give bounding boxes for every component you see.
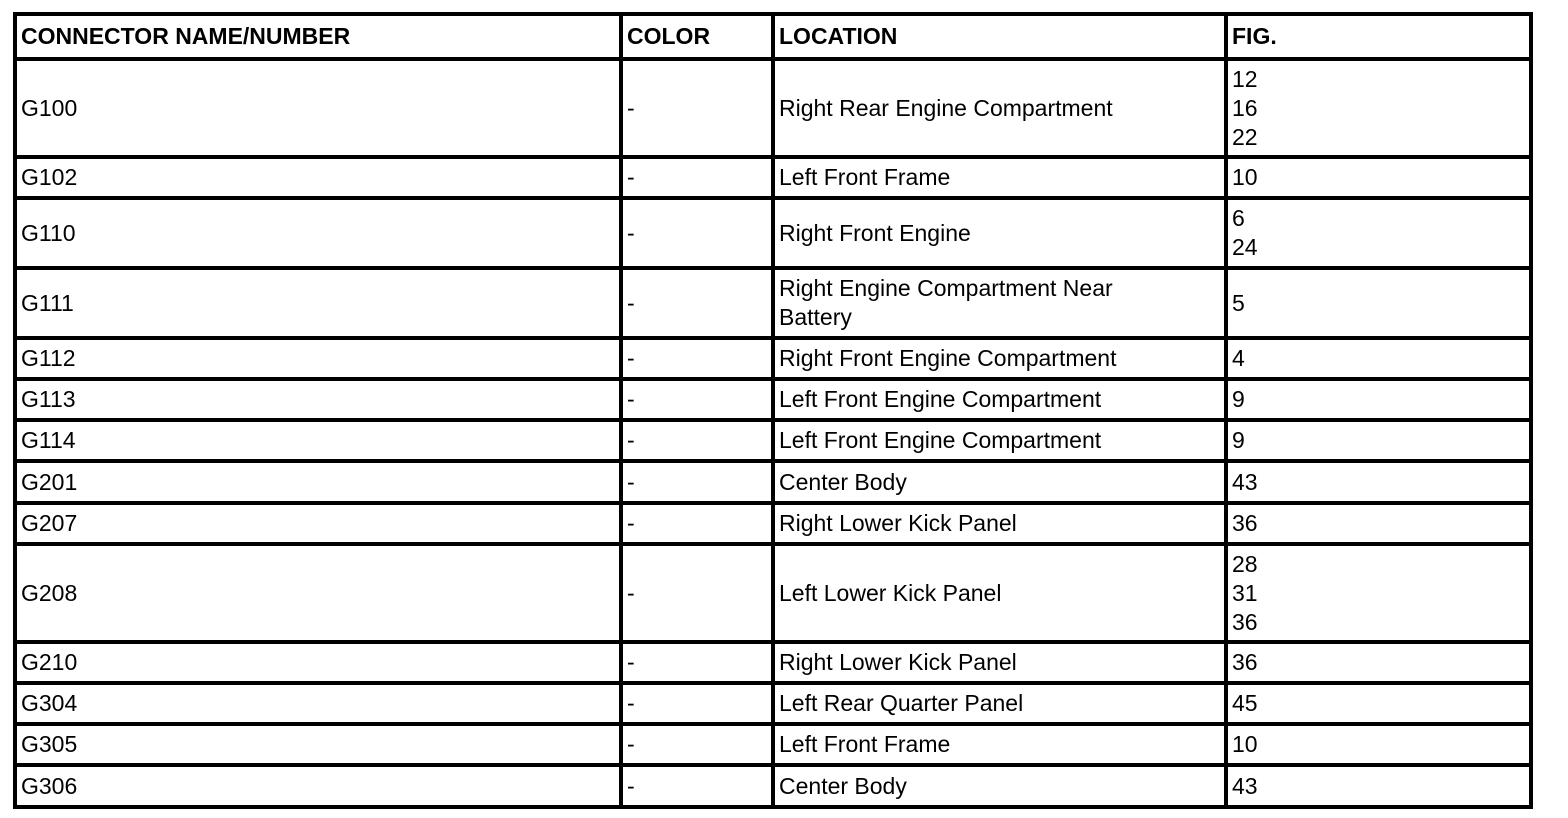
fig-cell: [1226, 198, 1531, 268]
fig-number: 5: [1232, 289, 1245, 316]
fig-number: 45: [1232, 690, 1258, 716]
table-header: [15, 14, 1531, 59]
fig-number: 10: [1232, 164, 1258, 190]
location-text: Right Front Engine: [779, 219, 971, 246]
header-connector-name: CONNECTOR NAME/NUMBER: [15, 14, 621, 59]
fig-number: 36: [1232, 649, 1258, 675]
location-text: Right Lower Kick Panel: [779, 649, 1017, 675]
location-cell: [773, 461, 1226, 503]
location-text: Left Front Engine Compartment: [779, 386, 1102, 412]
table-row: [15, 268, 1531, 338]
connector-table: [13, 12, 1533, 809]
location-cell: [773, 544, 1226, 642]
table-row: [15, 198, 1531, 268]
color-cell: -: [621, 268, 773, 338]
location-text: Left Front Engine Compartment: [779, 427, 1102, 453]
fig-cell: [1226, 503, 1531, 544]
table-row: [15, 420, 1531, 461]
color-cell: -: [621, 59, 773, 157]
fig-cell: [1226, 379, 1531, 420]
location-text: Left Front Frame: [779, 731, 951, 757]
color-cell: -: [621, 503, 773, 544]
fig-cell: [1226, 683, 1531, 724]
color-cell: -: [621, 724, 773, 765]
fig-number: 22: [1232, 123, 1258, 150]
location-cell: [773, 683, 1226, 724]
table-row: [15, 338, 1531, 379]
connector-name-cell: G207: [15, 503, 621, 544]
color-cell: -: [621, 544, 773, 642]
location-cell: [773, 420, 1226, 461]
connector-name-cell: G304: [15, 683, 621, 724]
location-text: Right Rear Engine Compartment: [779, 94, 1113, 121]
table-row: [15, 503, 1531, 544]
connector-name-cell: G114: [15, 420, 621, 461]
location-text: Right Lower Kick Panel: [779, 510, 1017, 536]
fig-number: 10: [1232, 731, 1258, 757]
fig-cell: [1226, 544, 1531, 642]
table-row: [15, 642, 1531, 683]
location-cell: [773, 59, 1226, 157]
location-text: Center Body: [779, 772, 907, 799]
connector-name-cell: G305: [15, 724, 621, 765]
fig-cell: [1226, 461, 1531, 503]
fig-number: 28: [1232, 550, 1258, 577]
table-row: [15, 765, 1531, 807]
color-cell: -: [621, 157, 773, 198]
fig-number: 31: [1232, 579, 1258, 606]
color-cell: -: [621, 338, 773, 379]
fig-cell: [1226, 765, 1531, 807]
color-cell: -: [621, 765, 773, 807]
fig-cell: [1226, 59, 1531, 157]
table-row: [15, 157, 1531, 198]
fig-number: 43: [1232, 772, 1258, 799]
connector-name-cell: G113: [15, 379, 621, 420]
fig-number: 16: [1232, 94, 1258, 121]
header-row: [15, 14, 1531, 59]
connector-name-cell: G210: [15, 642, 621, 683]
table-row: [15, 379, 1531, 420]
connector-name-cell: G102: [15, 157, 621, 198]
location-cell: [773, 503, 1226, 544]
location-cell: [773, 642, 1226, 683]
location-cell: [773, 379, 1226, 420]
header-location: LOCATION: [773, 14, 1226, 59]
fig-number: 24: [1232, 234, 1258, 260]
connector-name-cell: G100: [15, 59, 621, 157]
color-cell: -: [621, 461, 773, 503]
fig-cell: [1226, 724, 1531, 765]
table-row: [15, 724, 1531, 765]
table-row: [15, 544, 1531, 642]
connector-name-cell: G208: [15, 544, 621, 642]
location-text: Right Front Engine Compartment: [779, 345, 1117, 371]
connector-name-cell: G201: [15, 461, 621, 503]
location-cell: [773, 157, 1226, 198]
location-text: Left Rear Quarter Panel: [779, 690, 1024, 716]
location-cell: [773, 765, 1226, 807]
connector-name-cell: G306: [15, 765, 621, 807]
fig-cell: [1226, 157, 1531, 198]
location-cell: [773, 724, 1226, 765]
location-text: Left Front Frame: [779, 164, 951, 190]
connector-name-cell: G110: [15, 198, 621, 268]
location-cell: [773, 198, 1226, 268]
location-cell: [773, 338, 1226, 379]
color-cell: -: [621, 683, 773, 724]
fig-number: 4: [1232, 345, 1245, 371]
header-color: COLOR: [621, 14, 773, 59]
fig-cell: [1226, 642, 1531, 683]
header-fig: FIG.: [1226, 14, 1531, 59]
table-row: [15, 461, 1531, 503]
fig-number: 9: [1232, 427, 1245, 453]
color-cell: -: [621, 420, 773, 461]
color-cell: -: [621, 379, 773, 420]
fig-number: 43: [1232, 468, 1258, 495]
fig-number: 9: [1232, 386, 1245, 412]
location-text: Right Engine Compartment Near Battery: [779, 275, 1113, 330]
location-text: Left Lower Kick Panel: [779, 579, 1002, 606]
fig-cell: [1226, 420, 1531, 461]
color-cell: -: [621, 198, 773, 268]
fig-number: 6: [1232, 205, 1245, 231]
color-cell: -: [621, 642, 773, 683]
location-text: Center Body: [779, 468, 907, 495]
table-row: [15, 59, 1531, 157]
fig-cell: [1226, 268, 1531, 338]
location-cell: [773, 268, 1226, 338]
fig-number: 36: [1232, 608, 1258, 635]
fig-cell: [1226, 338, 1531, 379]
fig-number: 36: [1232, 510, 1258, 536]
table-body: [15, 59, 1531, 807]
table-row: [15, 683, 1531, 724]
fig-number: 12: [1232, 65, 1258, 92]
connector-name-cell: G111: [15, 268, 621, 338]
connector-name-cell: G112: [15, 338, 621, 379]
